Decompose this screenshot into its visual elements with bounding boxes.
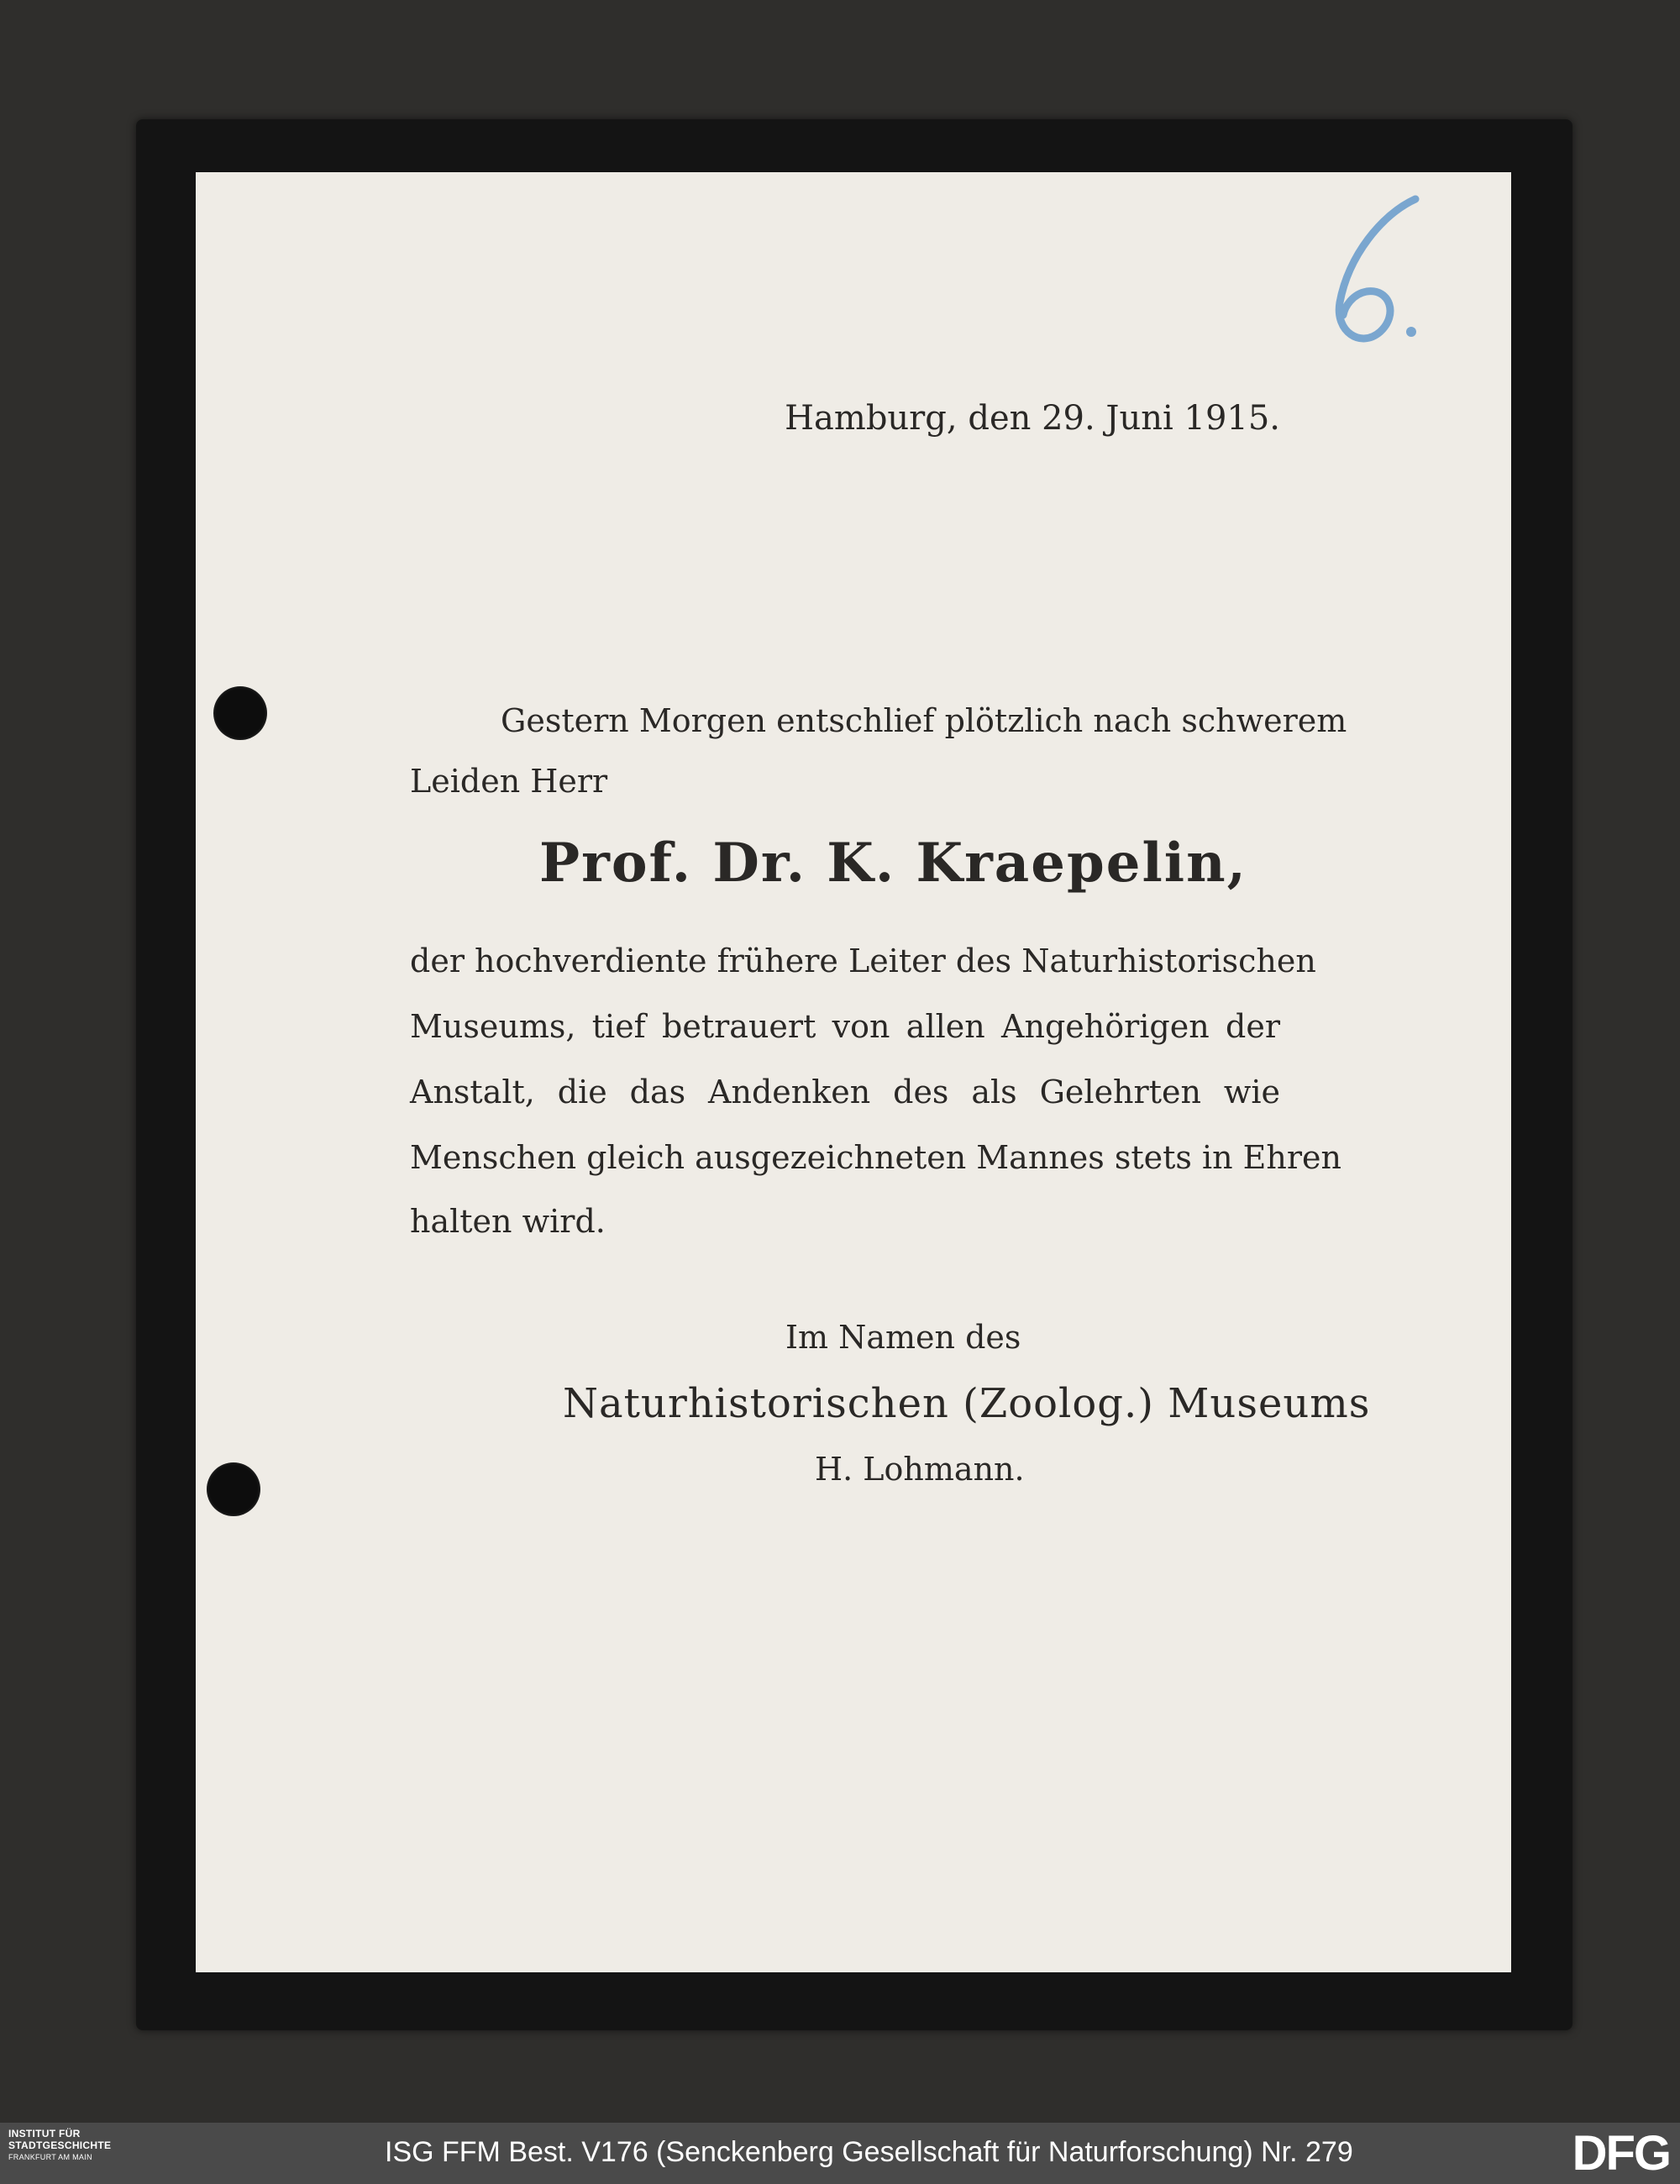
punch-hole-bottom	[207, 1462, 260, 1516]
dfg-logo: DFG	[1572, 2126, 1670, 2181]
date-line: Hamburg, den 29. Juni 1915.	[785, 399, 1280, 438]
body-intro-line-1: Gestern Morgen entschlief plötzlich nach schwerem	[501, 702, 1347, 739]
footer-bar	[0, 2123, 1680, 2184]
institute-logo-line-1: INSTITUT FÜR	[8, 2128, 81, 2139]
body-line: Museums, tief betrauert von allen Angehörigen der	[410, 1008, 1280, 1045]
deceased-name: Prof. Dr. K. Kraepelin,	[539, 832, 1247, 895]
handwritten-page-number	[1315, 189, 1449, 357]
archive-caption: ISG FFM Best. V176 (Senckenberg Gesellschaft für Naturforschung) Nr. 279	[385, 2136, 1353, 2168]
signature-line-1: Im Namen des	[785, 1319, 1021, 1356]
institute-logo	[8, 2128, 111, 2163]
signature-name: H. Lohmann.	[815, 1451, 1025, 1488]
body-line: Menschen gleich ausgezeichneten Mannes stets in Ehren	[410, 1139, 1341, 1176]
body-intro-line-2: Leiden Herr	[410, 763, 608, 800]
card-face	[196, 172, 1511, 1972]
institute-logo-line-2: STADTGESCHICHTE	[8, 2139, 112, 2151]
punch-hole-top	[213, 686, 267, 740]
body-line: der hochverdiente frühere Leiter des Naturhistorischen	[410, 942, 1316, 979]
body-line: Anstalt, die das Andenken des als Gelehrten wie	[410, 1074, 1280, 1110]
body-last-line: halten wird.	[410, 1203, 606, 1240]
institute-logo-line-3: FRANKFURT AM MAIN	[8, 2153, 92, 2161]
signature-institution: Naturhistorischen (Zoolog.) Museums	[563, 1380, 1371, 1427]
